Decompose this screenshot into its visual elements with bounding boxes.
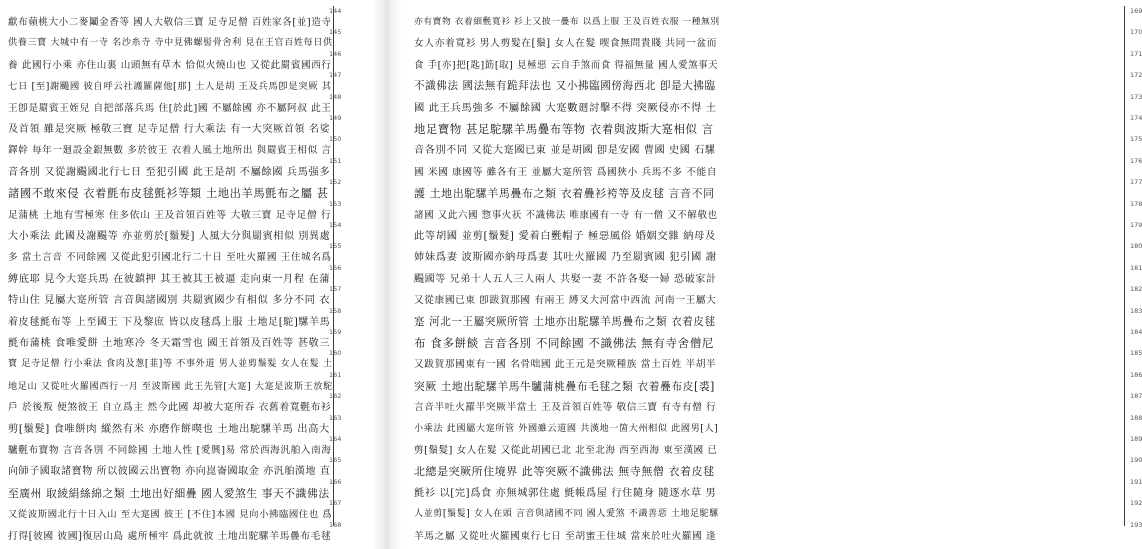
text-line-content: 寔 河北一王屬突厥所管 土地亦出駝騾羊馬疊布之類 衣着皮毬 [414,315,716,328]
line-number: 186 [1130,370,1142,379]
line-number: 165 [329,456,342,465]
text-line-content: 地足寶物 甚足駝騾羊馬疊布等物 衣着與波斯大寔相似 言 [414,122,714,136]
text-line-content: 至廣州 取綾絹絲綿之類 土地出好細疊 國人愛煞生 事天不識佛法 [8,486,330,500]
text-line [8,139,332,162]
line-number: 192 [1130,499,1142,508]
text-line-content: 亦有寶物 衣着細氎寬衫 衫上又披一疊布 以爲上服 王及百姓衣服 一種無別 [414,17,720,27]
text-line-content: 小乘法 此國屬大寔所管 外國雖云道國 共漢地一箇大州相似 此國男[人] [414,423,719,434]
text-line [414,268,717,291]
text-line [8,225,331,248]
line-number: 146 [329,49,342,58]
text-line [8,460,331,483]
text-line-content: 多 當土言音 不同餘國 又從此犯引國北行二十日 至吐火羅國 王住城名爲 [8,252,332,264]
line-number: 156 [329,263,342,272]
text-line [8,289,331,312]
text-line-content: 寶 足寺足僧 行小乘法 食肉及葱[韮]等 不事外道 男人並剪鬚髮 女人在髮 土 [8,359,333,370]
line-number: 162 [329,392,342,401]
text-line-content: 國 此王兵馬強多 不屬餘國 大寔數廻討擊不得 突厥侵亦不得 土 [414,101,717,114]
line-number: 144 [329,7,342,15]
line-number: 183 [1130,306,1142,315]
text-line-content: 着皮毬氈布等 上至國王 下及黎庶 皆以皮毬爲上服 土地足[駝]騾羊馬 [8,316,331,328]
text-line [414,139,714,162]
line-number: 181 [1130,263,1142,272]
line-number: 164 [329,435,342,443]
line-number: 185 [1130,349,1142,358]
text-line-content: 諸國 又此六國 惣事火祆 不識佛法 唯康國有一寺 有一僧 又不解敬也 [414,209,718,221]
line-number: 193 [1130,520,1142,529]
text-line [8,375,333,398]
text-line-content: 北總是突厥所住境界 此等突厥不識佛法 無寺無僧 衣着皮毬 [414,465,715,479]
text-line [414,353,717,376]
line-number: 180 [1130,242,1142,251]
line-number: 184 [1130,328,1142,336]
text-line [8,353,333,376]
text-line-content: 又從康國已東 卽跋賀那國 有兩王 縛叉大河當中西流 河南一王屬大 [414,295,717,307]
text-line-content: 驢氎布寶物 言音各別 不同餘國 土地人性 [愛興]易 常於西海汎舶入南海 [8,445,332,456]
line-number: 159 [329,328,342,336]
text-line [8,396,332,419]
text-line [8,482,328,505]
line-number: 155 [329,242,342,251]
line-number: 178 [1130,199,1142,208]
text-line [414,503,719,526]
text-line [8,11,332,34]
text-line [414,332,714,355]
text-line [8,268,331,291]
text-line [8,439,332,462]
text-line [8,246,332,269]
line-number: 170 [1130,28,1142,37]
line-number: 173 [1130,92,1142,101]
text-line-content: 王卽是罽賓王姪兒 自把部落兵馬 住[於此]國 不屬餘國 亦不屬阿叔 此王 [8,102,332,114]
text-line [414,375,714,398]
text-line [414,418,719,441]
text-line [414,161,718,184]
text-line-content: 氈布蒲桃 食唯愛餅 土地寒冷 冬天霜雪也 國王首領及百姓等 甚敬三 [8,338,331,349]
right-page [402,0,1142,549]
text-line [414,460,714,483]
text-line-content: 音各別不同 又從大寔國已東 並是胡國 卽是安國 曹國 史國 石騾 [414,145,716,157]
text-line [8,525,332,548]
text-line-content: 剪[鬚髮] 食唯餅肉 縱然有米 亦磨作餅喫也 土地出駝騾羊馬 出高大 [8,422,330,435]
line-number: 158 [329,306,342,315]
text-line [414,32,718,55]
text-line [8,503,333,526]
text-line [8,97,332,120]
book-gutter [372,0,402,549]
text-line [8,32,333,55]
line-number: 163 [329,413,342,422]
text-line-content: 及首領 雖是突厥 極敬三寶 足寺足僧 行大乘法 有一大突厥首領 名娑 [8,124,331,135]
line-number: 175 [1130,135,1142,144]
line-number: 177 [1130,178,1142,187]
text-line-content: 供養三寶 大城中有一寺 名沙糸寺 寺中見佛螺髻骨舍利 見在王官百姓每日供 [8,38,333,49]
text-line-content: 颺國等 兄弟十人五人三人兩人 共娶一妻 不許各娶一婦 恐破家計 [414,273,717,285]
text-line [8,54,332,77]
line-number: 151 [329,156,342,165]
text-line [414,97,717,120]
text-line-content: 養 此國行小乘 亦住山裏 山頭無有草木 恰似火燒山也 又從此罽賓國西行 [8,59,332,71]
text-line [8,418,328,441]
right-line-number-rule [1124,6,1125,526]
text-line [414,246,717,269]
text-line-content: 不識佛法 國法無有跪拜法也 又小拂臨國傍海西北 卽是大拂臨 [414,80,716,93]
text-line-content: 國 米國 康國等 雖各有王 並屬大寔所管 爲國狹小 兵馬不多 不能自 [414,166,718,178]
text-line-content: 布 食多餅餤 言音各別 不同餘國 不識佛法 無有寺舍僧尼 [414,336,714,350]
line-number: 153 [329,199,342,208]
line-number: 187 [1130,392,1142,401]
text-line-content: 此等胡國 並剪[鬚髮] 愛着白氎帽子 極惡風俗 婚姻交雜 納母及 [414,230,716,242]
line-number: 188 [1130,413,1142,422]
text-line [414,289,717,312]
text-line-content: 女人亦着寬衫 男人剪髮在[鬚] 女人在髮 喫食無問貴賤 共同一盆而 [414,38,718,50]
text-line-content: 人並剪[鬚髮] 女人在頭 言音與諸國不同 國人愛煞 不識善惡 土地足駝騾 [414,509,719,520]
line-number: 171 [1130,49,1142,58]
line-number: 172 [1130,71,1142,80]
text-line-content: 剪[鬚髮] 女人在髮 又從此胡國已北 北至北海 西至西海 東至漢國 已 [414,445,718,456]
line-number: 189 [1130,435,1142,443]
text-line [8,118,331,141]
text-line [8,311,331,334]
text-line-content: 姉妹爲妻 波斯國亦納母爲妻 其吐火羅國 乃至罽賓國 犯引國 謝 [414,251,717,264]
text-line-content: 諸國不敢來侵 衣着氈布皮毬氈衫等類 土地出羊馬氈布之屬 甚 [8,187,329,201]
text-line-content: 鐸幹 每年一廻設金銀無數 多於彼王 衣着人風土地所出 與罽賓王相似 言 [8,145,332,157]
text-line [414,182,714,205]
text-line-content: 戶 於後叛 便煞彼王 自立爲主 然今此國 却被大寔所吞 衣舊着寬氎布衫 [8,402,332,414]
line-number: 169 [1130,7,1142,15]
line-number: 166 [329,477,342,486]
text-line [8,182,328,205]
line-number: 167 [329,499,342,508]
text-line [414,225,714,248]
text-line [414,75,714,98]
text-line [414,482,717,505]
text-line [414,204,718,227]
text-line-content: 大小乘法 此國及謝颺等 亦並剪於[鬚髮] 人風大分與罽賓相似 別異處 [8,231,331,242]
text-line [414,118,714,141]
line-number: 191 [1130,477,1142,486]
line-number: 176 [1130,156,1142,165]
line-number: 179 [1130,221,1142,229]
text-line [8,204,332,227]
text-line-content: 縛底耶 見今大寔兵馬 在彼鎮押 其王被其王被逼 走向東一月程 在蒲 [8,273,331,285]
text-line [8,161,331,184]
left-page [0,0,372,549]
text-line-content: 獻布蘋桃大小二麥鬮金香等 國人大敬信三寶 足寺足僧 百姓家各[並]造寺 [8,17,332,28]
text-line [8,332,331,355]
text-line-content: 向師子國取諸寶物 所以彼國云出寶物 亦向崑崙國取金 亦汎舶漢地 直 [8,466,331,478]
line-number: 168 [329,520,342,529]
text-line-content: 突厥 土地出駝騾羊馬牛驢蒲桃疊布毛毬之類 衣着疊布皮[裘] [414,379,715,393]
line-number: 190 [1130,456,1142,465]
text-line-content: 又從波斯國北行十日入山 至大寔國 彼王 [不住]本國 見向小拂臨國住也 爲 [8,509,333,521]
text-line [414,54,719,77]
text-line-content: 羊馬之屬 又從吐火羅國東行七日 至胡蜜王住城 當來於吐火羅國 逢 [414,530,717,542]
line-number: 157 [329,285,342,294]
text-line [414,311,714,334]
text-line-content: 言音半吐火羅半突厥半當土 王及首領百姓等 敬信三寶 有寺有僧 行 [414,402,717,414]
line-number: 182 [1130,285,1142,294]
text-line [414,396,717,419]
text-line-content: 食 手[亦]把[匙]筯[取] 見極惡 云自手煞而食 得福無量 國人愛煞事天 [414,59,719,71]
text-line [8,75,332,98]
line-number: 145 [329,28,342,37]
text-line-content: 特山住 見屬大寔所管 言音與諸國別 共罽賓國少有相似 多分不同 衣 [8,295,331,307]
line-number: 147 [329,71,342,80]
text-line-content: 音各別 又從謝颺國北行七日 至犯引國 此王是胡 不屬餘國 兵馬强多 [8,166,331,178]
line-number: 148 [329,92,342,101]
text-line-content: 又跋賀那國東有一國 名骨咄國 此王元是突厥種族 當土百姓 半胡半 [414,359,717,371]
line-number: 150 [329,135,342,144]
text-line-content: 氈衫 以[完]爲食 亦無城郭住處 氈帳爲屋 行住隨身 隨逐水草 男 [414,487,717,499]
line-number: 161 [329,370,342,379]
text-line-content: 七日 [至]謝颺國 彼自呼云社護羅薩他[那] 土人是胡 王及兵馬卽是突厥 其 [8,81,332,93]
text-line [414,525,717,548]
text-line [414,11,720,34]
text-line-content: 打得[彼國 彼國]復居山島 處所極牢 爲此就彼 土地出駝騾羊馬疊布毛毬 [8,530,332,542]
text-line [414,439,718,462]
line-number: 160 [329,349,342,358]
line-number: 154 [329,221,342,229]
text-line-content: 足蒲桃 土地有雪極寒 住多依山 王及首領百姓等 大敬三寶 足寺足僧 行 [8,209,332,221]
line-number: 152 [329,178,342,187]
line-number: 149 [329,114,342,122]
line-number: 174 [1130,114,1142,122]
text-line-content: 護 土地出駝騾羊馬疊布之類 衣着疊衫袴等及皮毬 言音不同 [414,187,715,201]
text-line-content: 地足山 又從吐火羅國西行一月 至波斯國 此王先管[大寔] 大寔是波斯王放駝 [8,380,333,392]
